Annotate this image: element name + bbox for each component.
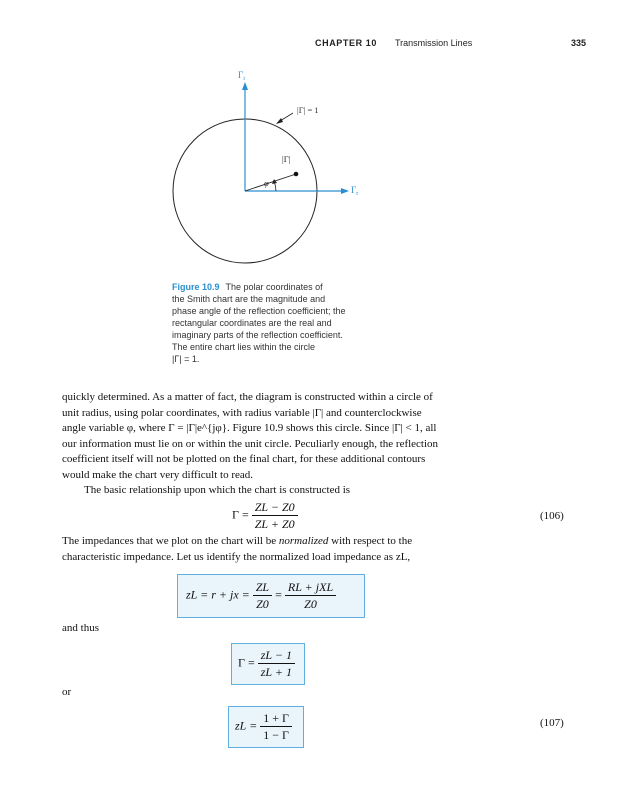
paragraph-3: The impedances that we plot on the chart will be normalized with respect to the characteristic impedance. Let us identify the normalized load impedance as zL,: [62, 535, 413, 563]
imag-axis-arrow: [242, 82, 248, 90]
or-text: or: [62, 686, 72, 698]
mag-label: |Γ|: [282, 154, 291, 164]
equation-107-box: [228, 706, 304, 748]
gamma-r-label: $\Gamma_r$: [351, 185, 359, 197]
phi-label: φ: [264, 178, 269, 188]
page-number: 335: [571, 38, 587, 48]
equation-107-number: (107): [540, 717, 564, 729]
equation-normalized-box: [177, 574, 365, 618]
gamma-point: [294, 172, 299, 177]
equation-gamma-box: [231, 643, 305, 685]
equation-106-number: (106): [540, 510, 564, 522]
equation-107: zL = $\frac{1 + \Gamma}{1 - \Gamma}$: [235, 710, 292, 743]
gamma-i-label: $\Gamma_i$: [238, 70, 245, 82]
chapter-title: Transmission Lines: [395, 38, 473, 48]
mag-one-leader: [280, 113, 293, 121]
polar-figure: [0, 0, 627, 280]
figure-caption-label: Figure 10.9: [172, 282, 220, 292]
magnitude-vector: [245, 174, 296, 191]
chapter-label: CHAPTER 10: [315, 38, 378, 48]
equation-normalized: zL = r + jx = $\frac{ZL}{Z0}$ = $\frac{\text{RL + jXL}}{Z0}$: [186, 579, 336, 612]
equation-gamma: Γ = $\frac{zL - 1}{zL + 1}$: [238, 647, 295, 680]
real-axis-arrow: [341, 188, 349, 194]
figure-caption: Figure 10.9 The polar coordinates of the Smith chart are the magnitude and phase angle of the reflection coefficient; the rectangular coordinates are the real and imaginary parts of the reflection coefficient. The entire chart lies within the circle |Γ| = 1.: [172, 282, 346, 364]
equation-106: Γ = $\frac{ZL - Z0}{ZL + Z0}$: [232, 499, 298, 532]
paragraph-1: quickly determined. As a matter of fact, the diagram is constructed within a circle of unit radius, using polar coordinates, with radius variable |Γ| and counterclockwise angle variable φ, where Γ = |Γ|e^{jφ}. Figure 10.9 shows this circle. Since |Γ| < 1, all our information must lie on or within the unit circle. Peculiarly enough, the reflection coefficient itself will not be plotted on the final chart, for these additional contours would make the chart very difficult to read. The basic relationship upon which the chart is constructed is: [62, 391, 439, 496]
mag-one-label: |Γ| = 1: [297, 105, 319, 115]
and-thus-text: and thus: [62, 622, 99, 634]
mag-one-leader-arrow: [276, 118, 283, 124]
